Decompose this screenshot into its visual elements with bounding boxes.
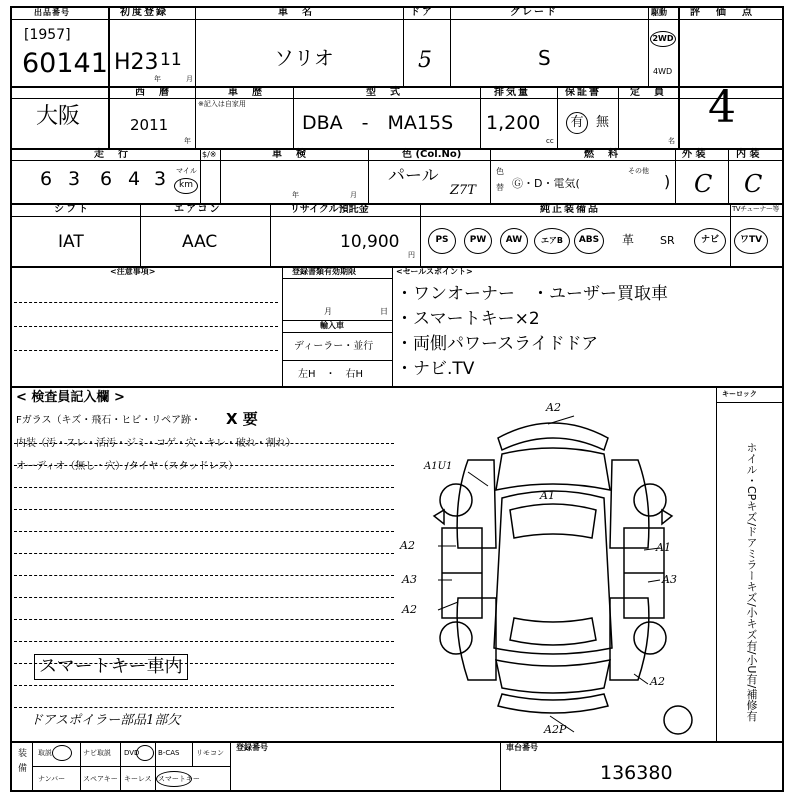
drive-4wd: 4WD [653,67,673,76]
reg-doc-label: 登録書類有効期限 [292,267,356,276]
doors: 5 [418,48,432,73]
insp-line-9 [14,619,394,620]
color-label: 色 (Col.No) [402,149,462,160]
model: DBA - MA15S [302,112,454,134]
v-f-f [155,741,156,792]
chassis-label: 車台番号 [506,743,538,752]
car-diagram [398,398,714,738]
v-f-d [80,741,81,792]
v-r4-c [420,203,421,266]
footer-item: ナンバー [38,775,66,783]
v-r3-c [368,148,369,203]
v-r1-f [678,6,680,148]
interior: C [744,170,763,198]
v-r2-b [293,86,294,148]
insp-line-5 [14,531,394,532]
model-label: 型 式 [366,87,402,98]
inspector-line-fglass: Fガラス（キズ・飛石・ヒビ・リペア跡・ [16,415,202,426]
diagram-wheel-fr [634,484,666,516]
rating-label: 評 価 点 [690,7,755,18]
v-r2-e [618,86,619,148]
row-sep-3 [10,203,784,205]
reg-number-label: 登録番号 [236,743,268,752]
h-i-a [716,402,784,403]
side-damage-text: ホイル・CPキズ/ドアミラーキズ/小キズ有/小U有/補修有 [745,442,758,722]
insp-line-13 [14,707,394,708]
handwritten-smartkey: スマートキー車内 [34,654,188,680]
steering-option: 左H ・ 右H [298,369,364,380]
sales-label: <セールスポイント> [396,267,473,276]
inspection-label: 車 検 [272,149,308,160]
sales-point: ・ワンオーナー ・ユーザー買取車 [396,284,668,304]
v-f-g [192,741,193,766]
fuel-other: その他 [628,167,649,175]
diagram-left-quarter [457,598,496,680]
car-name-label: 車 名 [278,7,314,18]
h-n-c [282,332,392,333]
dollar-label: $/※ [202,150,217,159]
v-r4-d [730,203,731,266]
equipment-navi: ナビ [694,228,726,254]
history-note: ※記入は自家用 [198,100,246,108]
mileage-label: 走 行 [94,149,130,160]
first-reg-value: H23 [114,50,159,75]
diagram-mirror-left [434,510,444,524]
lot-sub: [1957] [24,27,71,43]
insp-line-8 [14,597,394,598]
key-lock-label: キーロック [722,390,757,398]
first-reg-label: 初度登録 [120,7,168,18]
mileage-digit: 3 [154,168,167,190]
diagram-right-quarter [610,598,649,680]
warranty-label: 保証書 [565,87,601,98]
insp-line-12 [14,685,394,686]
insp-year-mark: 年 [292,191,299,199]
lot-number: 60141 [22,48,108,79]
sales-point: ・両側パワースライドドア [396,334,599,354]
diagram-wheel-rl [440,622,472,654]
diagram-right-fender [610,460,649,548]
v-r1-b [195,6,196,86]
drive-2wd: 2WD [650,31,676,47]
diagram-mark: A2 [546,401,561,414]
v-r1-e [648,6,649,86]
v-f-c [500,741,501,792]
insp-line-10 [14,641,394,642]
displacement-label: 排気量 [494,87,530,98]
inspector-title: < 検査員記入欄 > [16,390,125,405]
v-r3-d [490,148,491,203]
caution-line-2 [14,326,278,327]
inspector-line-interior: 内装（汚・スレ・活汚・ジミ・コゲ・穴・キレ・破れ・割れ） [16,438,296,449]
equipment-abs: ABS [574,228,604,254]
equipment-sr: SR [660,234,675,247]
year-mark-2: 年 [184,137,191,145]
diagram-hood [496,448,610,490]
inspection-sheet [10,6,784,792]
border-right [782,6,784,792]
diagram-mark: A2 [650,675,665,688]
diagram-mark: A2P [544,723,567,736]
label-band-2 [10,98,784,99]
v-r3-a [200,148,201,203]
v-f-e [120,741,121,792]
footer-item: 取説 [38,749,52,757]
lot-label: 出品番号 [34,8,70,17]
year-mark: 年 [154,75,161,83]
diagram-trunk [496,660,610,693]
diagram-front-bumper [498,423,608,450]
h-n-a [282,278,392,279]
footer-circle-dvd [136,745,154,761]
equipment-leather: 革 [622,233,635,247]
label-band-3 [10,160,784,161]
footer-item: DVD [124,749,140,757]
diagram-mark: A2 [400,539,415,552]
mileage-digit: 4 [128,168,141,190]
exterior-label: 外 装 [682,149,706,160]
chassis-number: 136380 [600,762,673,784]
fuel-close: ) [664,172,671,191]
diagram-mirror-right [662,510,672,524]
equipment-label: 純正装備品 [540,204,600,215]
v-r3-f [728,148,729,203]
shift: IAT [58,232,84,252]
equipment-aw: AW [500,228,528,254]
v-r2-d [557,86,558,148]
color-change-2: 替 [496,183,504,192]
region: 大阪 [36,104,81,129]
equipment-airbag: エアB [534,228,570,254]
v-r2-a [195,86,196,148]
label-band-4 [10,216,784,217]
dealer-option: ディーラー・並行 [294,341,374,352]
exterior: C [694,170,713,198]
unit-mile: マイル [176,167,197,175]
warranty-no: 無 [596,115,610,130]
footer-circle-smartkey [156,771,192,787]
import-label: 輸入車 [320,321,344,330]
doors-label: ドア [410,7,434,18]
mileage-digit: 3 [68,168,81,190]
first-reg-month: 11 [160,50,182,70]
footer-equip-label: 装備 [16,748,26,778]
color-value: パール [388,166,439,186]
diagram-rear-bumper [498,694,608,713]
year-label: 西 暦 [135,87,171,98]
v-n-b [392,266,393,386]
capacity-label: 定 員 [630,87,666,98]
caution-label: <注意事項> [110,267,156,276]
diagram-rear-window [510,618,596,645]
recycle: 10,900 [340,232,400,252]
label-band-1 [10,19,784,20]
x-needed: X 要 [226,410,258,428]
diagram-mark: A3 [402,573,417,586]
history-label: 車 歴 [228,87,264,98]
sales-point: ・スマートキー×2 [396,309,540,329]
mileage-digit: 6 [100,168,113,190]
shift-label: シフト [54,204,90,215]
v-n-a [282,266,283,386]
diagram-wheel-fl [440,484,472,516]
diagram-mark: A1U1 [424,461,453,472]
border-left [10,6,12,792]
cc-mark: cc [546,137,554,145]
ac: AAC [182,232,218,252]
h-n-d [282,360,392,361]
fuel-options: Ⓖ・D・電気( [512,177,580,190]
insp-line-4 [14,509,394,510]
row-sep-6 [10,741,784,743]
drive-label: 駆動 [651,8,667,17]
rating: 4 [708,82,736,133]
diagram-windshield [510,504,596,538]
grade: S [538,46,551,70]
month-mark: 月 [186,75,193,83]
diagram-wheel-rr [634,622,666,654]
mileage-digit: 6 [40,168,53,190]
equipment-ps: PS [428,228,456,254]
insp-line-6 [14,553,394,554]
v-r4-a [140,203,141,266]
reg-month-mark: 月 [324,307,332,316]
diagram-mark: A1 [540,489,555,502]
warranty-yes: 有 [566,112,588,134]
equipment-pw: PW [464,228,492,254]
diagram-left-fender [457,460,496,548]
handwritten-note: ドアスポイラー部品1部欠 [30,713,181,728]
person-mark: 名 [668,137,675,145]
footer-item: スペアキー [83,775,118,783]
insp-month-mark: 月 [350,191,357,199]
v-r1-a [108,6,110,148]
ac-label: エアコン [174,204,222,215]
footer-item: リモコン [196,749,224,757]
fuel-label: 燃 料 [584,149,620,160]
caution-line-1 [14,302,278,303]
footer-item: キーレス [124,775,152,783]
row-sep-5 [10,386,784,388]
recycle-label: リサイクル預託金 [290,204,369,215]
inspector-line-audio: オーディオ（無し・穴）/タイヤ（スタッドレス） [16,461,239,472]
diagram-mark: A2 [402,603,417,616]
color-change-1: 色 [496,167,504,176]
unit-km: km [174,178,198,194]
h-f-a [32,766,230,767]
sales-point: ・ナビ.TV [396,359,475,379]
yen-mark: 円 [408,251,415,259]
color-code: Z7T [450,183,476,198]
v-r4-b [270,203,271,266]
equipment-tv: ワTV [734,228,768,254]
v-r2-c [480,86,481,148]
footer-item: スマートキー [158,775,200,783]
interior-label: 内 装 [736,149,760,160]
caution-line-3 [14,350,278,351]
diagram-mark: A1 [656,541,671,554]
v-f-b [230,741,231,792]
insp-line-3 [14,487,394,488]
displacement: 1,200 [486,112,541,134]
car-name: ソリオ [274,46,334,70]
footer-circle-manual [52,745,72,761]
footer-item: B-CAS [158,749,180,757]
border-bottom [10,790,784,792]
tuner-label: TVチューナー等 [732,205,779,213]
v-r1-c [403,6,404,86]
v-r3-e [675,148,676,203]
diagram-spare-wheel [664,706,692,734]
v-i-a [716,386,717,741]
diagram-mark: A3 [662,573,677,586]
v-r1-d [450,6,451,86]
footer-item: ナビ取説 [83,749,111,757]
insp-line-7 [14,575,394,576]
reg-day-mark: 日 [380,307,388,316]
v-r3-b [220,148,221,203]
year: 2011 [130,116,169,134]
grade-label: グレード [510,7,558,18]
